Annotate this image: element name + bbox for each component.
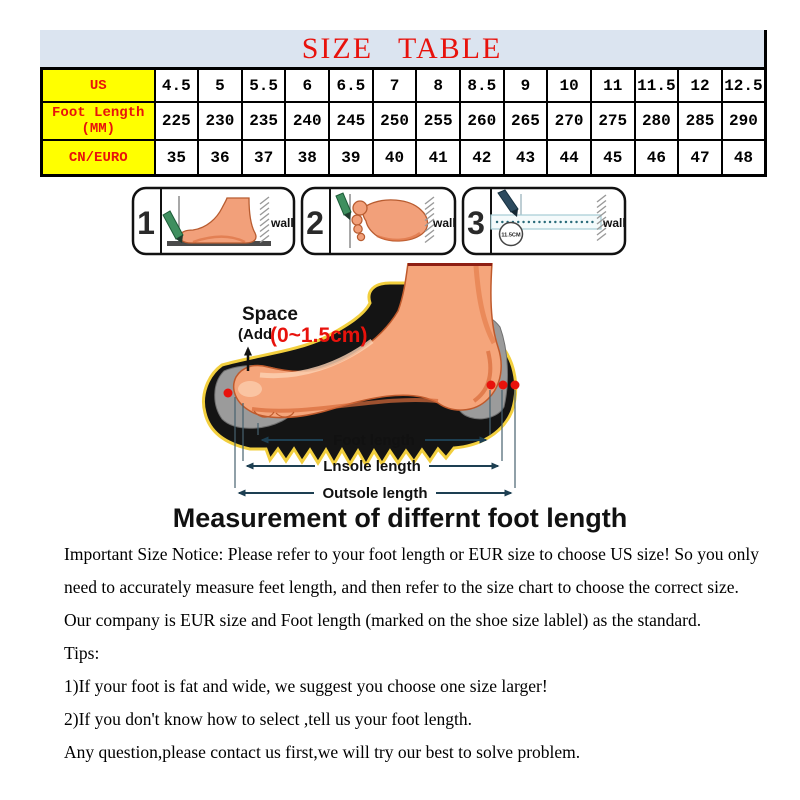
us-size-cell: 6 [285, 69, 329, 103]
us-size-cell: 8 [416, 69, 460, 103]
outsole-length-arrow-label: Outsole length [322, 485, 428, 502]
notice-line: need to accurately measure feet length, and then refer to the size chart to choose the correct size. [64, 577, 739, 597]
table-row-us [42, 69, 766, 103]
us-size-cell: 11.5 [635, 69, 679, 103]
mm-cell: 285 [678, 102, 722, 140]
us-size-cell: 8.5 [460, 69, 504, 103]
row-header-foot-length [42, 102, 155, 140]
mm-cell: 265 [504, 102, 548, 140]
measure-dot [487, 381, 496, 390]
us-size-cell: 11 [591, 69, 635, 103]
us-size-cell: 5 [198, 69, 242, 103]
mm-cell: 230 [198, 102, 242, 140]
foot-measurement-diagram [158, 263, 618, 510]
notice-line: Our company is EUR size and Foot length (marked on the shoe size lablel) as the standard. [64, 610, 702, 630]
us-size-cell: 10 [547, 69, 591, 103]
cn-cell: 41 [416, 140, 460, 176]
table-row-foot-length [42, 102, 766, 140]
cn-cell: 42 [460, 140, 504, 176]
step-number: 1 [137, 205, 155, 241]
toe [352, 215, 362, 225]
step-number: 3 [467, 205, 485, 241]
us-size-cell: 9 [504, 69, 548, 103]
mm-cell: 290 [722, 102, 766, 140]
ruler-measurement-label: 11.5CM [501, 232, 521, 239]
mm-cell: 260 [460, 102, 504, 140]
us-size-cell: 6.5 [329, 69, 373, 103]
foot-length-arrow-label: Foot length [333, 432, 415, 449]
us-size-cell: 12.5 [722, 69, 766, 103]
measure-dot [511, 381, 520, 390]
step2-top-view-diagram [300, 186, 457, 256]
step-number: 2 [306, 205, 324, 241]
measure-dot [224, 389, 233, 398]
add-range-label: (0~1.5cm) [270, 324, 368, 347]
add-prefix-label: (Add [238, 326, 273, 343]
cn-cell: 46 [635, 140, 679, 176]
size-notice [64, 538, 759, 769]
notice-line: Important Size Notice: Please refer to your foot length or EUR size to choose US size! So you only [64, 544, 759, 564]
cn-cell: 40 [373, 140, 417, 176]
foot-length-illustration [158, 263, 618, 505]
cn-cell: 43 [504, 140, 548, 176]
space-label: Space [242, 304, 298, 325]
mm-cell: 270 [547, 102, 591, 140]
us-size-cell: 5.5 [242, 69, 286, 103]
mm-cell: 255 [416, 102, 460, 140]
cn-cell: 44 [547, 140, 591, 176]
cn-cell: 39 [329, 140, 373, 176]
notice-line-tip1: 1)If your foot is fat and wide, we suggest you choose one size larger! [64, 676, 548, 696]
wall-label: wall [433, 216, 456, 230]
measure-steps [131, 186, 627, 256]
cn-cell: 36 [198, 140, 242, 176]
mm-cell: 245 [329, 102, 373, 140]
cn-cell: 47 [678, 140, 722, 176]
us-size-cell: 12 [678, 69, 722, 103]
size-table-title: SIZE TABLE [40, 30, 767, 67]
toe [357, 233, 364, 240]
row-header-cn-euro: CN/EURO [42, 140, 155, 176]
mm-cell: 250 [373, 102, 417, 140]
big-toe [353, 201, 367, 215]
size-table [40, 30, 767, 177]
mm-cell: 235 [242, 102, 286, 140]
mm-cell: 240 [285, 102, 329, 140]
us-size-cell: 4.5 [155, 69, 199, 103]
foot-length-label: Foot Length [52, 105, 145, 121]
mm-cell: 275 [591, 102, 635, 140]
size-table-grid [40, 67, 767, 177]
cn-cell: 37 [242, 140, 286, 176]
wall-label: wall [603, 216, 626, 230]
measure-dot [499, 381, 508, 390]
notice-line-tips: Tips: [64, 643, 100, 663]
step3-ruler-diagram [461, 186, 627, 256]
us-size-cell: 7 [373, 69, 417, 103]
cn-cell: 45 [591, 140, 635, 176]
table-row-cn-euro [42, 140, 766, 176]
diagram-heading: Measurement of differnt foot length [172, 503, 628, 533]
cn-cell: 38 [285, 140, 329, 176]
wall-label: wall [271, 216, 294, 230]
foot-length-unit: (MM) [81, 121, 116, 137]
notice-line-contact: Any question,please contact us first,we will try our best to solve problem. [64, 742, 581, 762]
step1-side-view-diagram [131, 186, 296, 256]
notice-line-tip2: 2)If you don't know how to select ,tell us your foot length. [64, 709, 473, 729]
cn-cell: 48 [722, 140, 766, 176]
insole-length-arrow-label: Lnsole length [323, 458, 421, 475]
row-header-us: US [42, 69, 155, 103]
toe [354, 225, 362, 233]
cn-cell: 35 [155, 140, 199, 176]
mm-cell: 225 [155, 102, 199, 140]
mm-cell: 280 [635, 102, 679, 140]
